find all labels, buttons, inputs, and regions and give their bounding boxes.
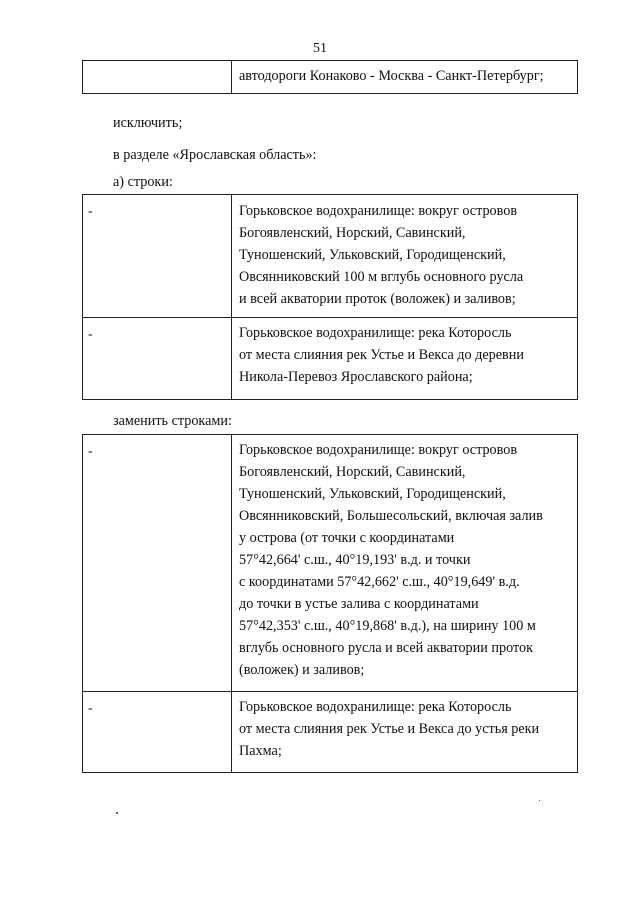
table-row [83, 435, 577, 691]
dash-cell: - [83, 435, 232, 691]
left-cell [83, 61, 232, 93]
text-line: Богоявленский, Норский, Савинский, [239, 464, 466, 480]
rows-table-old [82, 194, 578, 400]
text-line: (воложек) и заливов; [239, 662, 365, 678]
scan-speck [116, 812, 118, 814]
rows-a-paragraph: а) строки: [113, 174, 173, 190]
dash-cell: - [83, 318, 232, 399]
dash-cell: - [83, 195, 232, 317]
exclude-paragraph: исключить; [113, 115, 183, 131]
text-line: Пахма; [239, 743, 282, 759]
table-row [83, 195, 577, 317]
text-cell [232, 692, 577, 772]
text-line: 57°42,353' с.ш., 40°19,868' в.д.), на ширину 100 м [239, 618, 536, 634]
text-line: Горьковское водохранилище: река Которосль [239, 699, 512, 715]
text-line: Горьковское водохранилище: вокруг островов [239, 442, 518, 458]
text-line: Горьковское водохранилище: вокруг островов [239, 203, 518, 219]
text-line: вглубь основного русла и всей акватории проток [239, 640, 533, 656]
text-line: от места слияния рек Устье и Векса до устья реки [239, 721, 540, 737]
text-line: Туношенский, Ульковский, Городищенский, [239, 247, 506, 263]
dash-cell: - [83, 692, 232, 772]
text-line: 57°42,664' с.ш., 40°19,193' в.д. и точки [239, 552, 471, 568]
page-number: 51 [313, 41, 327, 56]
text-line: Туношенский, Ульковский, Городищенский, [239, 486, 506, 502]
scan-speck [539, 800, 540, 801]
text-line: Богоявленский, Норский, Савинский, [239, 225, 466, 241]
text-line: до точки в устье залива с координатами [239, 596, 479, 612]
text-line: у острова (от точки с координатами [239, 530, 455, 546]
top-table [82, 60, 578, 94]
text-line: Овсянниковский 100 м вглубь основного русла [239, 269, 524, 285]
replace-paragraph: заменить строками: [113, 413, 232, 429]
rows-table-new [82, 434, 578, 773]
text-cell [232, 435, 577, 691]
text-line: с координатами 57°42,662' с.ш., 40°19,649' в.д. [239, 574, 520, 590]
right-cell [232, 61, 577, 93]
text-line: от места слияния рек Устье и Векса до деревни [239, 347, 524, 363]
text-line: Овсянниковский, Большесольский, включая залив [239, 508, 543, 524]
text-line: автодороги Конаково - Москва - Санкт-Петербург; [239, 68, 544, 84]
text-line: и всей акватории проток (воложек) и заливов; [239, 291, 516, 307]
text-line: Никола-Перевоз Ярославского района; [239, 369, 473, 385]
text-line: Горьковское водохранилище: река Которосль [239, 325, 512, 341]
table-row [83, 317, 577, 399]
section-paragraph: в разделе «Ярославская область»: [113, 147, 317, 163]
table-row [83, 61, 577, 93]
text-cell [232, 318, 577, 399]
table-row [83, 691, 577, 772]
text-cell [232, 195, 577, 317]
